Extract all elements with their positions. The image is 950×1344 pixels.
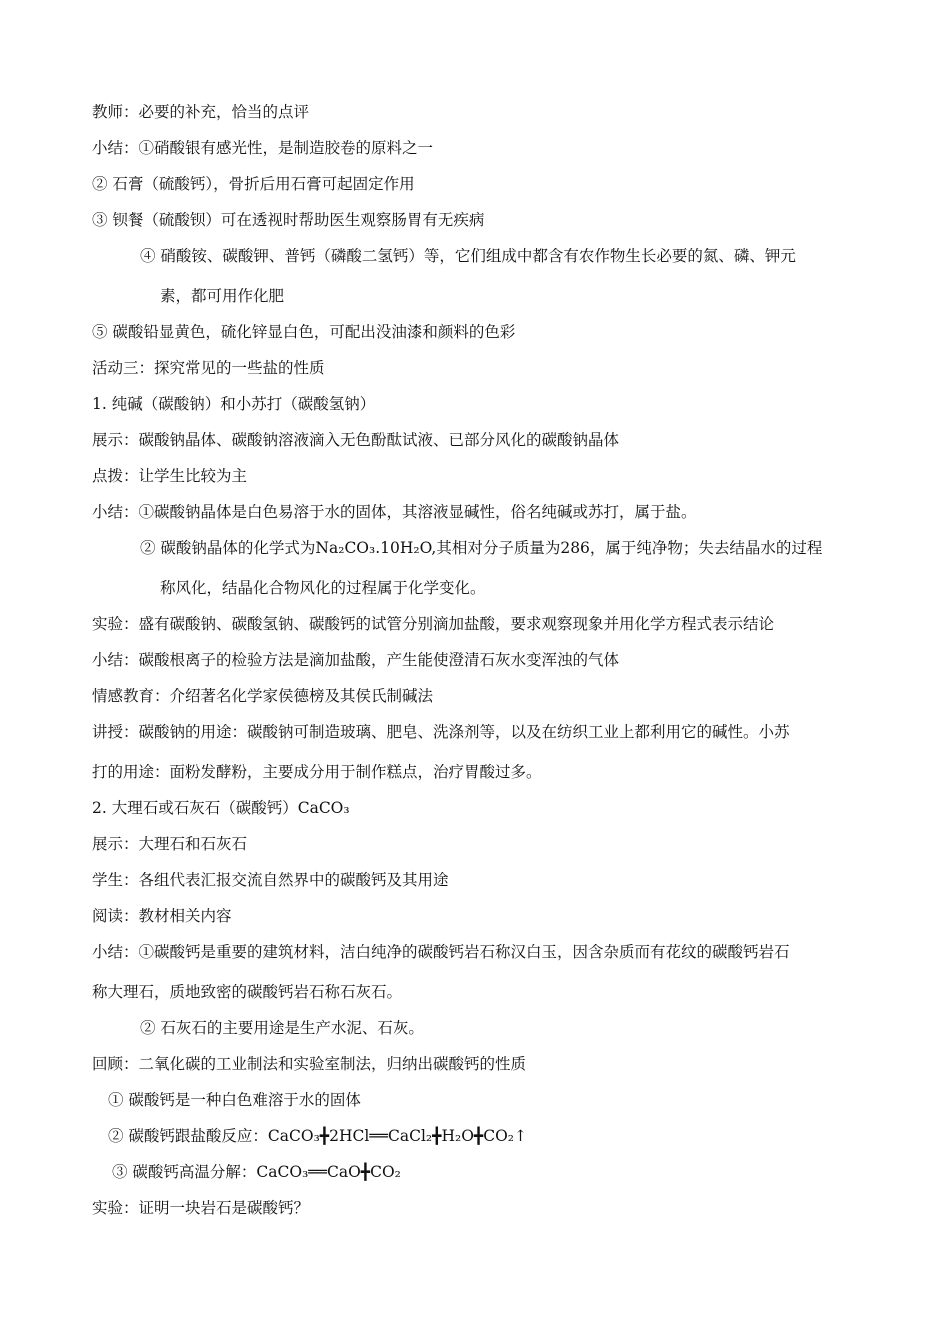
text-line-section-2: 2. 大理石或石灰石（碳酸钙）CaCO₃ xyxy=(92,799,350,817)
text-line-summary-3: 小结：①碳酸钙是重要的建筑材料，洁白纯净的碳酸钙岩石称汉白玉，因含杂质而有花纹的碳酸钙岩石 xyxy=(92,943,790,961)
text-line-limestone-use: ② 石灰石的主要用途是生产水泥、石灰。 xyxy=(140,1019,424,1037)
text-line-experiment-1: 实验：盛有碳酸钠、碳酸氢钠、碳酸钙的试管分别滴加盐酸，要求观察现象并用化学方程式表示结论 xyxy=(92,615,775,633)
text-line-pigment: ⑤ 碳酸铅显黄色，硫化锌显白色，可配出没油漆和颜料的色彩 xyxy=(92,323,516,341)
text-line-emotion-education: 情感教育：介绍著名化学家侯德榜及其侯氏制碱法 xyxy=(92,687,434,705)
text-line-barium: ③ 钡餐（硫酸钡）可在透视时帮助医生观察肠胃有无疾病 xyxy=(92,211,485,229)
text-line-summary-3-cont: 称大理石，质地致密的碳酸钙岩石称石灰石。 xyxy=(92,983,403,1001)
text-line-activity-3: 活动三：探究常见的一些盐的性质 xyxy=(92,359,325,377)
text-line-teacher: 教师：必要的补充，恰当的点评 xyxy=(92,103,310,121)
text-line-fertilizer: ④ 硝酸铵、碳酸钾、普钙（磷酸二氢钙）等，它们组成中都含有农作物生长必要的氮、磷、钾元 xyxy=(140,247,796,265)
text-line-carbonate-test: 小结：碳酸根离子的检验方法是滴加盐酸，产生能使澄清石灰水变浑浊的气体 xyxy=(92,651,620,669)
text-line-property-3: ③ 碳酸钙高温分解：CaCO₃══CaO╋CO₂ xyxy=(112,1163,401,1181)
text-line-weathering: 称风化，结晶化合物风化的过程属于化学变化。 xyxy=(160,579,486,597)
text-line-display-1: 展示：碳酸钠晶体、碳酸钠溶液滴入无色酚酞试液、已部分风化的碳酸钠晶体 xyxy=(92,431,620,449)
text-line-gypsum: ② 石膏（硫酸钙），骨折后用石膏可起固定作用 xyxy=(92,175,415,193)
text-line-students: 学生：各组代表汇报交流自然界中的碳酸钙及其用途 xyxy=(92,871,449,889)
text-line-property-2: ② 碳酸钙跟盐酸反应：CaCO₃╋2HCl══CaCl₂╋H₂O╋CO₂↑ xyxy=(108,1127,528,1145)
text-line-section-1: 1. 纯碱（碳酸钠）和小苏打（碳酸氢钠） xyxy=(92,395,376,413)
text-line-hint: 点拨：让学生比较为主 xyxy=(92,467,248,485)
text-line-lecture: 讲授：碳酸钠的用途：碳酸钠可制造玻璃、肥皂、洗涤剂等，以及在纺织工业上都利用它的碱性。小苏 xyxy=(92,723,790,741)
text-line-property-1: ① 碳酸钙是一种白色难溶于水的固体 xyxy=(108,1091,361,1109)
text-line-experiment-2: 实验：证明一块岩石是碳酸钙？ xyxy=(92,1199,310,1217)
text-line-summary-2: 小结：①碳酸钠晶体是白色易溶于水的固体，其溶液显碱性，俗名纯碱或苏打，属于盐。 xyxy=(92,503,697,521)
text-line-reading: 阅读：教材相关内容 xyxy=(92,907,232,925)
text-line-lecture-cont: 打的用途：面粉发酵粉，主要成分用于制作糕点，治疗胃酸过多。 xyxy=(92,763,542,781)
text-line-display-2: 展示：大理石和石灰石 xyxy=(92,835,248,853)
text-line-review: 回顾：二氧化碳的工业制法和实验室制法，归纳出碳酸钙的性质 xyxy=(92,1055,527,1073)
text-line-formula: ② 碳酸钠晶体的化学式为Na₂CO₃.10H₂O,其相对分子质量为286，属于纯净物；失去结晶水的过程 xyxy=(140,539,823,557)
text-line-fertilizer-cont: 素，都可用作化肥 xyxy=(160,287,285,305)
text-line-summary-1: 小结：①硝酸银有感光性，是制造胶卷的原料之一 xyxy=(92,139,434,157)
